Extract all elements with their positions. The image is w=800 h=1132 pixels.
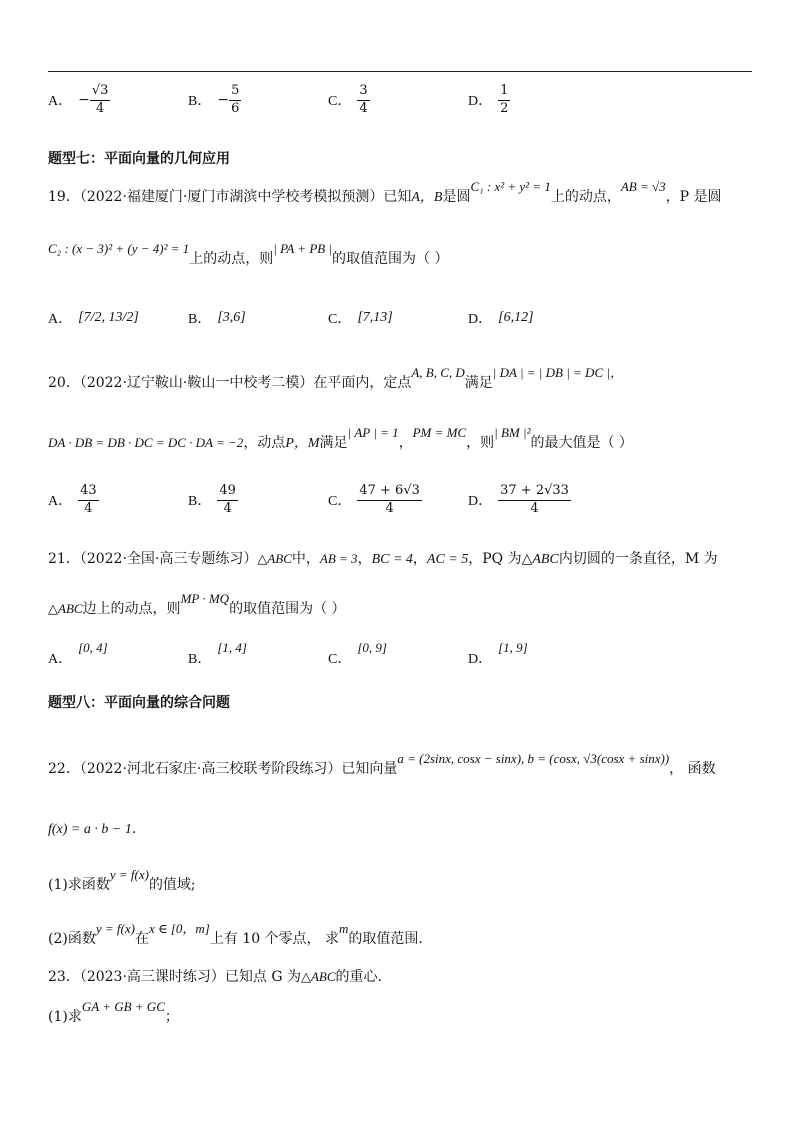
fraction: $\frac{1}{2}$ xyxy=(500,83,509,116)
q19-option-c: C． [7,13] xyxy=(328,310,393,327)
q19-option-d: D． [6,12] xyxy=(468,310,534,327)
fraction: $\frac{√3}{4}$ xyxy=(91,83,109,116)
q19-line-1: 19．（2022·福建厦门·厦门市湖滨中学校考模拟预测）已知A，B是圆C₁ : x² + y² = 1上的动点，AB = √3，P 是圆 xyxy=(48,179,722,205)
q21-line-2: △ABC边上的动点，则MP · MQ的取值范围为（ ） xyxy=(48,591,346,617)
header-rule xyxy=(48,71,752,72)
q20-options xyxy=(48,478,752,522)
q20-line-2: DA · DB = DB · DC = DC · DA = −2，动点P，M满足| AP | = 1，PM = MC，则| BM |²的最大值是（ ） xyxy=(48,425,633,451)
fraction: $\frac{5}{6}$ xyxy=(231,83,240,116)
q22-line-2: f(x) = a · b − 1. xyxy=(48,821,137,837)
q20-option-a: A． $\frac{43}{4}$ xyxy=(48,483,97,516)
q18-option-d: D． $\frac{1}{2}$ xyxy=(468,83,509,116)
q21-option-b: B． [1, 4] xyxy=(188,640,247,667)
section-8-title: 题型八：平面向量的综合问题 xyxy=(48,695,230,711)
q18-option-b: B． − $\frac{5}{6}$ xyxy=(188,83,240,116)
q19-option-b: B． [3,6] xyxy=(188,310,246,327)
q19-options xyxy=(48,296,752,340)
q20-option-d: D． $\frac{37 + 2√33}{4}$ xyxy=(468,483,569,516)
q23-part-1: (1)求GA + GB + GC； xyxy=(48,999,179,1025)
q21-line-1: 21．（2022·全国·高三专题练习）△ABC中，AB = 3，BC = 4，AC = 5，PQ 为△ABC内切圆的一条直径，M 为 xyxy=(48,551,718,567)
fraction: $\frac{3}{4}$ xyxy=(359,83,368,116)
q23-line-1: 23．（2023·高三课时练习）已知点 G 为△ABC的重心. xyxy=(48,969,382,985)
q19-option-a: A． [7/2, 13/2] xyxy=(48,310,139,327)
q22-line-1: 22．（2022·河北石家庄·高三校联考阶段练习）已知向量a = (2sinx, cosx − sinx), b = (cosx, √3(cosx + sinx))， 函数 xyxy=(48,751,716,777)
q21-option-c: C． [0, 9] xyxy=(328,640,387,667)
q22-part-2: (2)函数y = f(x)在x ∈ [0，m]上有 10 个零点， 求m的取值范围. xyxy=(48,921,423,947)
circle-c2: C₂ : (x − 3)² + (y − 4)² = 1 xyxy=(48,241,190,256)
q21-option-d: D． [1, 9] xyxy=(468,640,528,667)
q20-option-c: C． $\frac{47 + 6√3}{4}$ xyxy=(328,483,420,516)
q18-option-c: C． $\frac{3}{4}$ xyxy=(328,83,368,116)
q21-option-a: A． [0, 4] xyxy=(48,640,108,667)
q21-options xyxy=(48,636,752,680)
q20-option-b: B． $\frac{49}{4}$ xyxy=(188,483,236,516)
q19-line-2: C₂ : (x − 3)² + (y − 4)² = 1上的动点，则| PA + PB |的取值范围为（ ） xyxy=(48,241,449,267)
q22-part-1: (1)求函数y = f(x)的值域; xyxy=(48,867,196,893)
q18-options xyxy=(48,78,752,122)
q20-line-1: 20．（2022·辽宁鞍山·鞍山一中校考二模）在平面内，定点A, B, C, D满足| DA | = | DB | = DC |， xyxy=(48,365,623,391)
circle-c1: C₁ : x² + y² = 1 xyxy=(470,179,551,194)
q18-option-a: A． − $\frac{√3}{4}$ xyxy=(48,83,109,116)
section-7-title: 题型七：平面向量的几何应用 xyxy=(48,151,230,167)
